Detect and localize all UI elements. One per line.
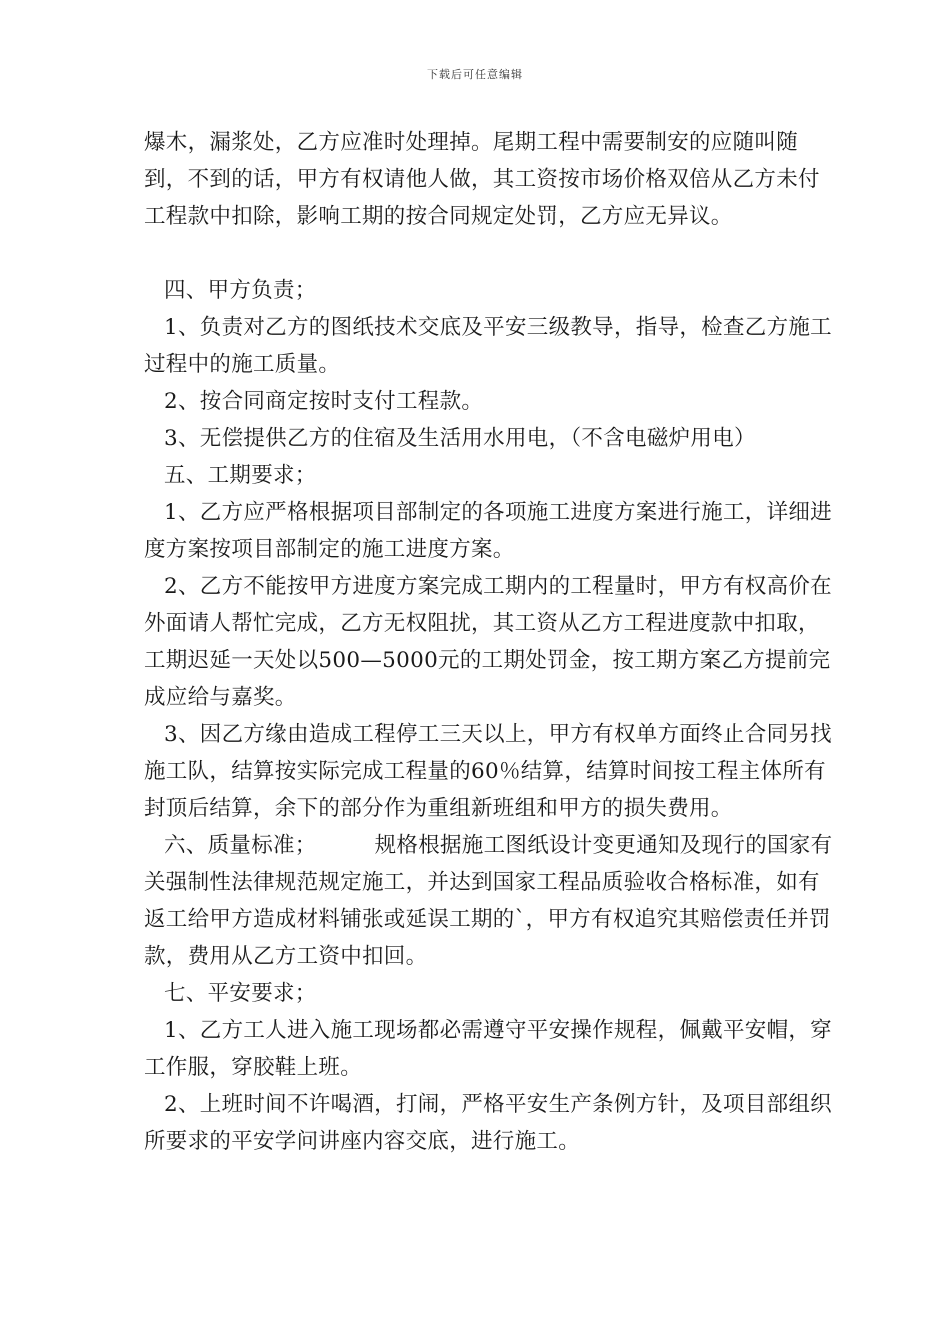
paragraph-continuation: 爆木，漏浆处，乙方应准时处理掉。尾期工程中需要制安的应随叫随到，不到的话，甲方有权请他人做，其工资按市场价格双倍从乙方未付工程款中扣除，影响工期的按合同规定处罚，乙方应无异议。 — [144, 130, 820, 229]
section-5-item-2: 2、乙方不能按甲方进度方案完成工期内的工程量时，甲方有权高价在外面请人帮忙完成，乙方无权阻扰，其工资从乙方工程进度款中扣取，工期迟延一天处以500—5000元的工期处罚金，按工期方案乙方提前完成应给与嘉奖。 — [144, 574, 832, 710]
section-4-item-3: 3、无偿提供乙方的住宿及生活用水用电，（不含电磁炉用电） — [164, 426, 756, 451]
section-6-paragraph — [144, 827, 834, 975]
section-5-item-1: 1、乙方应严格根据项目部制定的各项施工进度方案进行施工，详细进度方案按项目部制定的施工进度方案。 — [144, 500, 832, 562]
section-7-heading: 七、平安要求； — [164, 981, 317, 1006]
page-header-note: 下载后可任意编辑 — [427, 68, 523, 81]
section-6-text: 规格根据施工图纸设计变更通知及现行的国家有关强制性法律规范规定施工，并达到国家工程品质验收合格标准，如有返工给甲方造成材料铺张或延误工期的`，甲方有权追究其赔偿责任并罚款，费用从乙方工资中扣回。 — [144, 833, 833, 969]
section-4-heading: 四、甲方负责； — [164, 278, 317, 303]
section-7-item-1: 1、乙方工人进入施工现场都必需遵守平安操作规程，佩戴平安帽，穿工作服，穿胶鞋上班。 — [144, 1018, 832, 1080]
section-4-item-1: 1、负责对乙方的图纸技术交底及平安三级教导，指导，检查乙方施工过程中的施工质量。 — [144, 315, 832, 377]
section-5-item-3: 3、因乙方缘由造成工程停工三天以上，甲方有权单方面终止合同另找施工队，结算按实际完成工程量的60％结算，结算时间按工程主体所有封顶后结算，余下的部分作为重组新班组和甲方的损失费用。 — [144, 722, 832, 821]
document-body — [144, 124, 834, 1160]
section-5-heading: 五、工期要求； — [164, 463, 317, 488]
section-4-item-2: 2、按合同商定按时支付工程款。 — [164, 389, 484, 414]
section-7-item-2: 2、上班时间不许喝酒，打闹，严格平安生产条例方针，及项目部组织所要求的平安学问讲座内容交底，进行施工。 — [144, 1092, 832, 1154]
section-6-heading: 六、质量标准； — [164, 833, 317, 858]
